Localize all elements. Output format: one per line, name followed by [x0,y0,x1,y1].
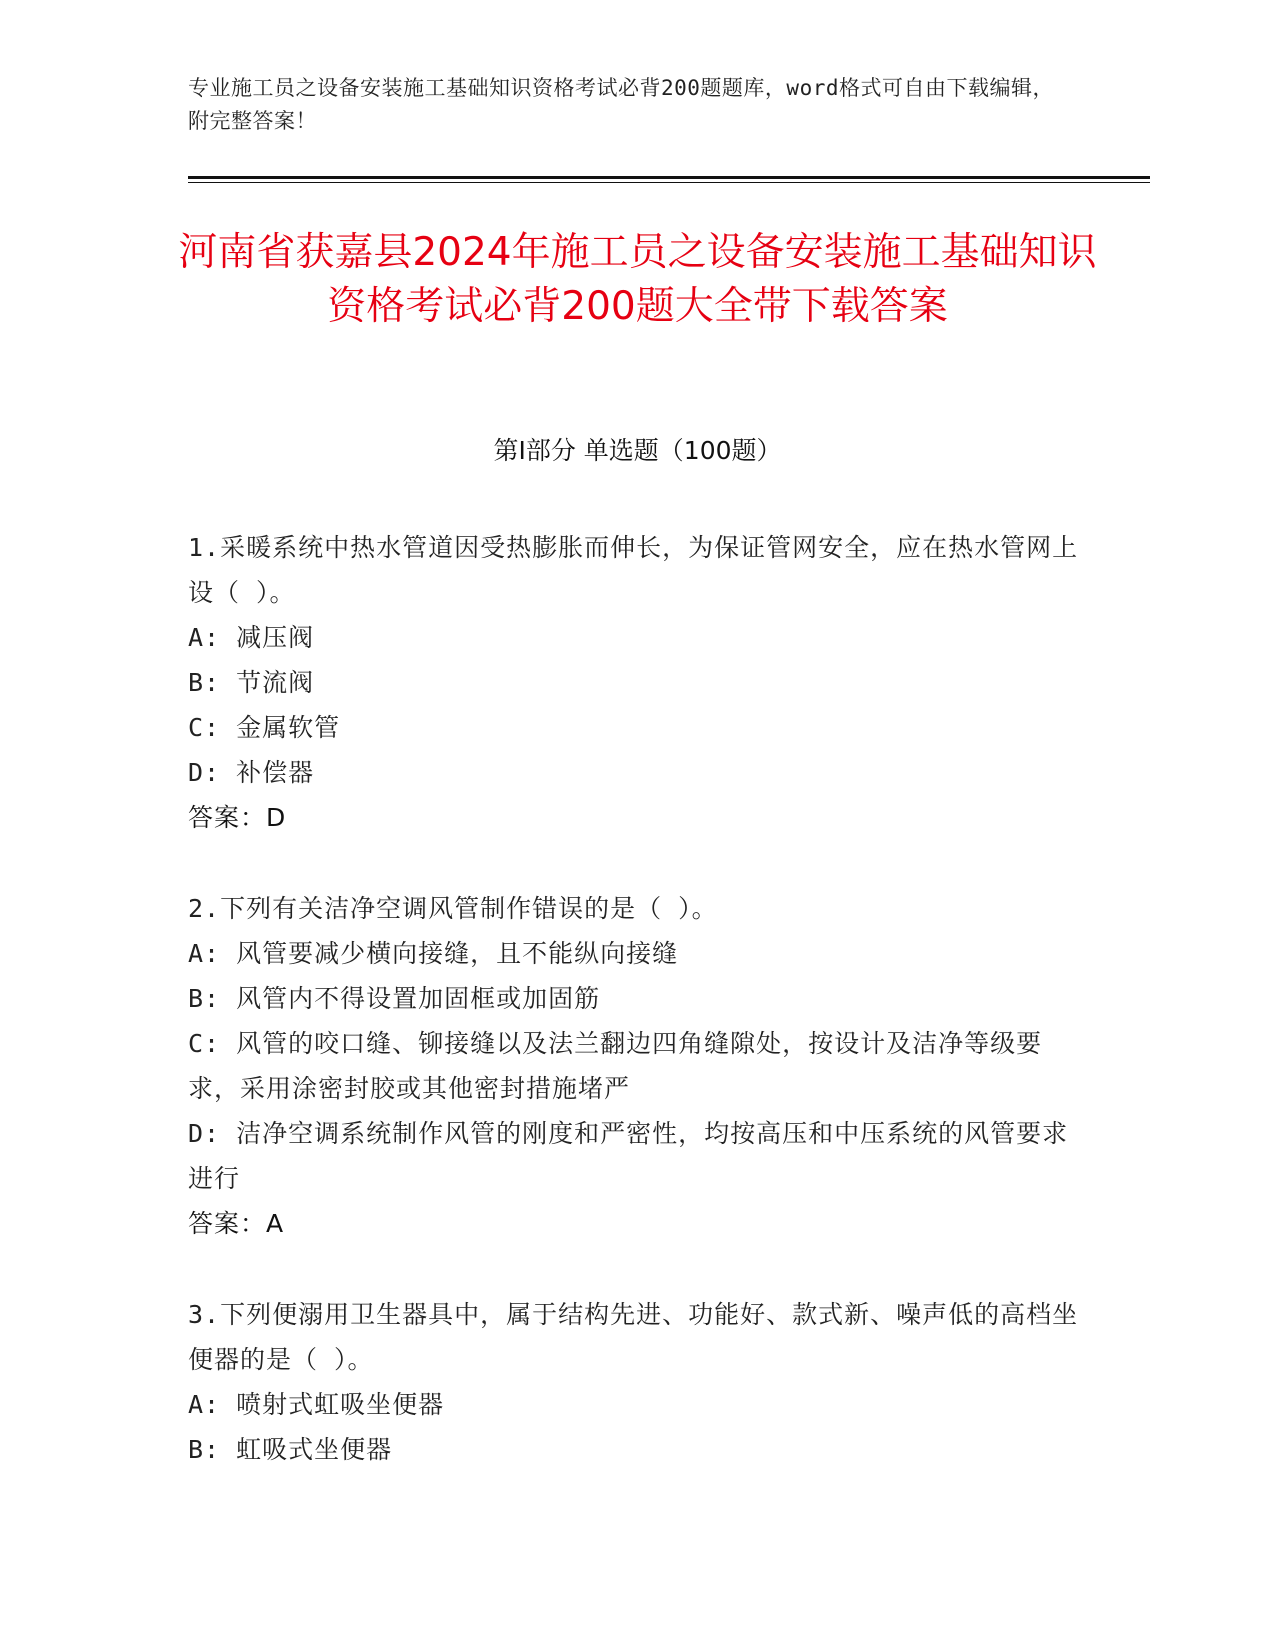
option-b: B: 虹吸式坐便器 [188,1435,393,1464]
answer: 答案：A [188,1209,285,1238]
option-a: A: 风管要减少横向接缝，且不能纵向接缝 [188,939,679,968]
question-list [188,525,1088,1518]
question-text: 3.下列便溺用卫生器具中，属于结构先进、功能好、款式新、噪声低的高档坐便器的是（ ）。 [188,1300,1079,1374]
option-b: B: 节流阀 [188,668,315,697]
option-b: B: 风管内不得设置加固框或加固筋 [188,984,601,1013]
question-3 [188,1292,1088,1472]
option-a: A: 减压阀 [188,623,315,652]
option-c: C: 金属软管 [188,713,341,742]
header-rule-thin [188,182,1150,183]
header-rule-thick [188,176,1150,179]
question-2 [188,886,1088,1246]
question-text: 1.采暖系统中热水管道因受热膨胀而伸长，为保证管网安全，应在热水管网上设（ ）。 [188,533,1079,607]
header-note: 专业施工员之设备安装施工基础知识资格考试必背200题题库，word格式可自由下载编辑，附完整答案！ [188,76,1054,133]
section-title: 第Ⅰ部分 单选题（100题） [493,436,782,465]
answer: 答案：D [188,803,287,832]
question-text: 2.下列有关洁净空调风管制作错误的是（ ）。 [188,894,718,923]
document-title: 河南省获嘉县2024年施工员之设备安装施工基础知识资格考试必背200题大全带下载答案 [178,230,1097,329]
option-d: D: 洁净空调系统制作风管的刚度和严密性，均按高压和中压系统的风管要求进行 [188,1119,1069,1193]
question-1 [188,525,1088,840]
option-a: A: 喷射式虹吸坐便器 [188,1390,445,1419]
option-d: D: 补偿器 [188,758,315,787]
option-c: C: 风管的咬口缝、铆接缝以及法兰翻边四角缝隙处，按设计及洁净等级要求，采用涂密封胶或其他密封措施堵严 [188,1029,1043,1103]
